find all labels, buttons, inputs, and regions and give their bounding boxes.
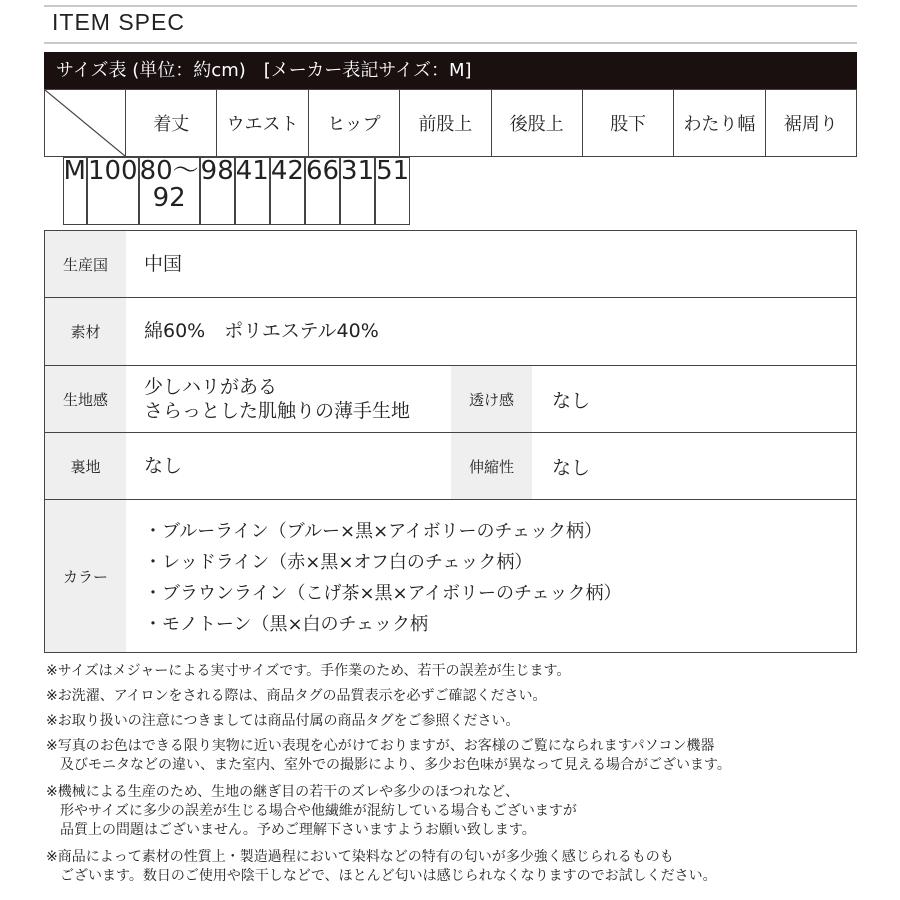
note-photo-color: ※写真のお色はできる限り実物に近い表現を心がけておりますが、お客様のご覧になられますパソコン機器 及びモニタなどの違い、また室内、室外での撮影により、多少お色味が異なって見える場合がございます。 [46, 738, 731, 773]
spec-row-origin [45, 231, 856, 298]
note-machine-production: ※機械による生産のため、生地の継ぎ目の若干のズレや多少のほつれなど、 形やサイズに多少の誤差が生じる場合や他繊維が混紡している場合もございますが 品質上の問題はございません。予めご理解下さいますようお願い致します。 [46, 784, 577, 838]
header-cell-hip: ヒップ [308, 90, 399, 157]
color-item: ・ブラウンライン（こげ茶×黒×アイボリーのチェック柄） [144, 583, 622, 604]
material-value: 綿60% ポリエステル40% [144, 320, 379, 342]
texture-value-line2: さらっとした肌触りの薄手生地 [144, 400, 411, 422]
value-cell-hip: 98 [200, 157, 235, 225]
lining-value: なし [144, 455, 183, 477]
stretch-label: 伸縮性 [451, 433, 532, 499]
sheer-label: 透け感 [451, 366, 532, 432]
color-item: ・レッドライン（赤×黒×オフ白のチェック柄） [144, 552, 533, 573]
header-cell-length: 着丈 [126, 90, 217, 157]
texture-value-line1: 少しハリがある [144, 376, 278, 398]
section-heading: ITEM SPEC [52, 9, 185, 35]
size-table [44, 89, 857, 225]
notes-section [46, 662, 866, 892]
sheer-value: なし [552, 389, 591, 412]
spec-row-texture [45, 366, 856, 433]
header-cell-back-rise: 後股上 [491, 90, 582, 157]
size-header-row [45, 90, 857, 157]
value-cell-back-rise: 42 [270, 157, 305, 225]
color-item: ・ブルーライン（ブルー×黒×アイボリーのチェック柄） [144, 521, 603, 542]
value-cell-thigh-width: 31 [340, 157, 375, 225]
spec-row-color [45, 500, 856, 652]
header-cell-hem: 裾周り [765, 90, 856, 157]
size-table-title: サイズ表 (単位：約cm) [メーカー表記サイズ：M] [44, 52, 857, 89]
note-handling: ※お取り扱いの注意につきましては商品付属の商品タグをご参照ください。 [46, 713, 520, 729]
value-cell-length: 100 [87, 157, 139, 225]
top-rule [44, 5, 857, 7]
value-cell-inseam: 66 [305, 157, 340, 225]
spec-row-lining [45, 433, 856, 500]
note-washing: ※お洗濯、アイロンをされる際は、商品タグの品質表示を必ずご確認ください。 [46, 688, 547, 704]
material-label: 素材 [45, 298, 126, 365]
note-odor: ※商品によって素材の性質上・製造過程において染料などの特有の匂いが多少強く感じられるものも ございます。数日のご使用や陰干しなどで、ほとんど匂いは感じられなくなりますのでお試しください。 [46, 849, 717, 884]
value-cell-waist: 80〜92 [139, 157, 200, 225]
color-item: ・モノトーン（黒×白のチェック柄 [144, 614, 429, 635]
header-cell-waist: ウエスト [217, 90, 308, 157]
header-cell-thigh-width: わたり幅 [674, 90, 765, 157]
note-measurement: ※サイズはメジャーによる実寸サイズです。手作業のため、若干の誤差が生じます。 [46, 663, 571, 679]
color-label: カラー [45, 500, 126, 652]
size-value-row [45, 157, 126, 225]
texture-label: 生地感 [45, 366, 126, 432]
spec-table [44, 230, 857, 653]
header-cell-front-rise: 前股上 [400, 90, 491, 157]
color-list [126, 500, 856, 652]
stretch-value: なし [552, 456, 591, 479]
value-cell-hem: 51 [375, 157, 410, 225]
diagonal-line [45, 90, 125, 156]
origin-value: 中国 [144, 252, 183, 275]
texture-value [126, 366, 451, 432]
header-cell-inseam: 股下 [582, 90, 673, 157]
origin-label: 生産国 [45, 231, 126, 297]
spec-row-material [45, 298, 856, 366]
value-cell-front-rise: 41 [235, 157, 270, 225]
size-label-cell: M [63, 157, 87, 225]
lining-label: 裏地 [45, 433, 126, 499]
heading-rule [44, 42, 857, 44]
diagonal-corner-cell [45, 90, 126, 157]
